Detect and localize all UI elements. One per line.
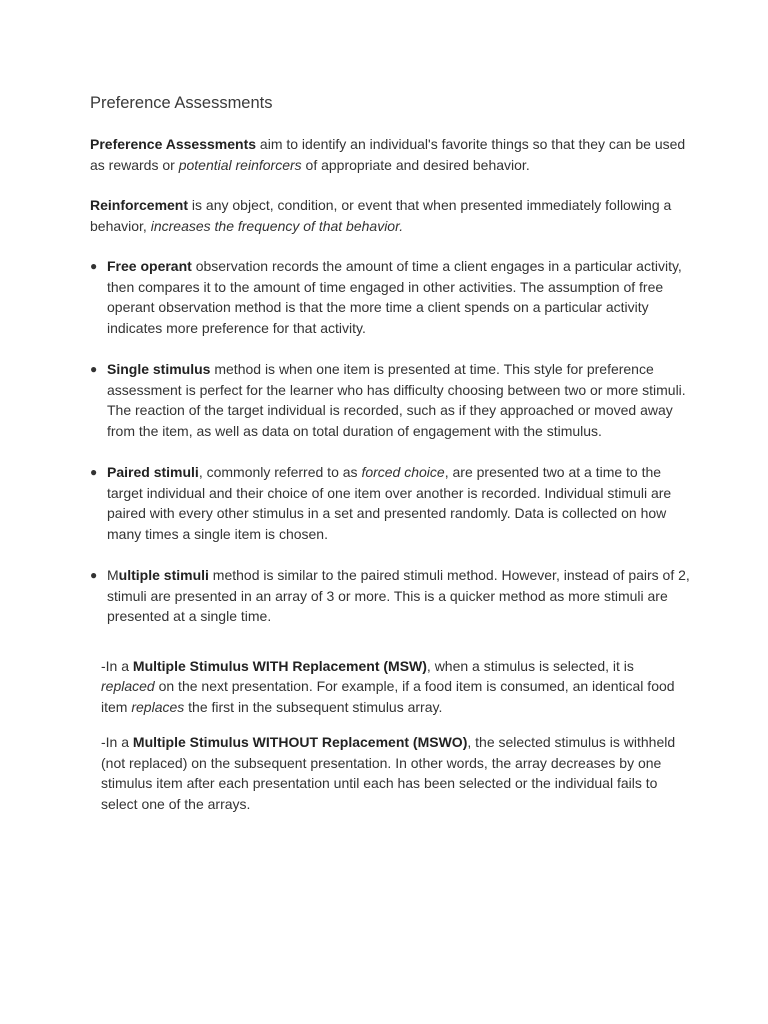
bullet-dot-icon: ● <box>90 465 98 479</box>
text: M <box>107 567 119 583</box>
text: aim to identify an individual's favorite things so that they can be used as rewards or <box>90 136 686 173</box>
text: of appropriate and desired behavior. <box>301 156 530 173</box>
text: the first in the subsequent stimulus array. <box>184 698 443 715</box>
text: on the next presentation. For example, if a food item is consumed, an identical food item <box>101 678 675 715</box>
term-mswo: Multiple Stimulus WITHOUT Replacement (MSWO) <box>132 734 468 750</box>
paragraph-msw <box>101 656 690 718</box>
paragraph-reinforcement <box>90 195 690 236</box>
term-preference-assessments: Preference Assessments <box>90 136 257 152</box>
emphasis-increases-frequency: increases the frequency of that behavior. <box>150 217 404 234</box>
bullet-dot-icon: ● <box>90 362 98 376</box>
document-page <box>90 88 690 829</box>
text: -In a <box>101 657 133 674</box>
text: observation records the amount of time a client engages in a particular activity, then compares it to the amount of time engaged in other activities. The assumption of free operant observation method is that the more time a client spends on a particular activity indicates more preference for that activity. <box>107 258 682 336</box>
term-multiple-stimuli: ultiple stimuli <box>118 567 209 583</box>
list-item-free-operant <box>90 256 690 338</box>
bullet-dot-icon: ● <box>90 568 98 582</box>
emphasis-replaced: replaced <box>101 678 155 694</box>
list-item-multiple-stimuli <box>90 565 690 627</box>
text: , the selected stimulus is withheld (not replaced) on the subsequent presentation. In other words, the array decreases by one stimulus item after each presentation until each has been selected or the individual fails to select one of the arrays. <box>101 734 676 812</box>
paragraph-preference-assessments <box>90 134 690 175</box>
bullet-dot-icon: ● <box>90 259 98 273</box>
text: , when a stimulus is selected, it is <box>426 657 634 674</box>
text: , commonly referred to as <box>198 464 362 480</box>
list-item-paired-stimuli <box>90 462 690 544</box>
text: method is similar to the paired stimuli method. However, instead of pairs of 2, stimuli are presented in an array of 3 or more. This is a quicker method as more stimuli are presented at a single time. <box>107 567 690 624</box>
term-single-stimulus: Single stimulus <box>107 361 211 377</box>
document-title: Preference Assessments <box>90 94 273 112</box>
emphasis-potential-reinforcers: potential reinforcers <box>178 156 302 173</box>
term-msw: Multiple Stimulus WITH Replacement (MSW) <box>132 657 427 674</box>
text: -In a <box>101 734 133 750</box>
list-item-single-stimulus <box>90 359 690 441</box>
sub-section <box>101 656 690 815</box>
text: method is when one item is presented at time. This style for preference assessment is perfect for the learner who has difficulty choosing between two or more stimuli. The reaction of the target individual is recorded, such as if they approached or moved away from the item, as well as data on total duration of engagement with the stimulus. <box>107 361 686 439</box>
term-free-operant: Free operant <box>107 258 192 274</box>
emphasis-replaces: replaces <box>131 698 185 715</box>
term-paired-stimuli: Paired stimuli <box>107 464 199 480</box>
text: , are presented two at a time to the target individual and their choice of one item over another is recorded. Individual stimuli are paired with every other stimulus in a set and presented randomly. Data is collected on how many times a single item is chosen. <box>107 464 672 542</box>
bullet-list <box>90 256 690 627</box>
term-reinforcement: Reinforcement <box>90 197 189 213</box>
emphasis-forced-choice: forced choice <box>361 464 445 480</box>
text: is any object, condition, or event that when presented immediately following a behavior, <box>90 197 672 234</box>
paragraph-mswo <box>101 732 690 814</box>
